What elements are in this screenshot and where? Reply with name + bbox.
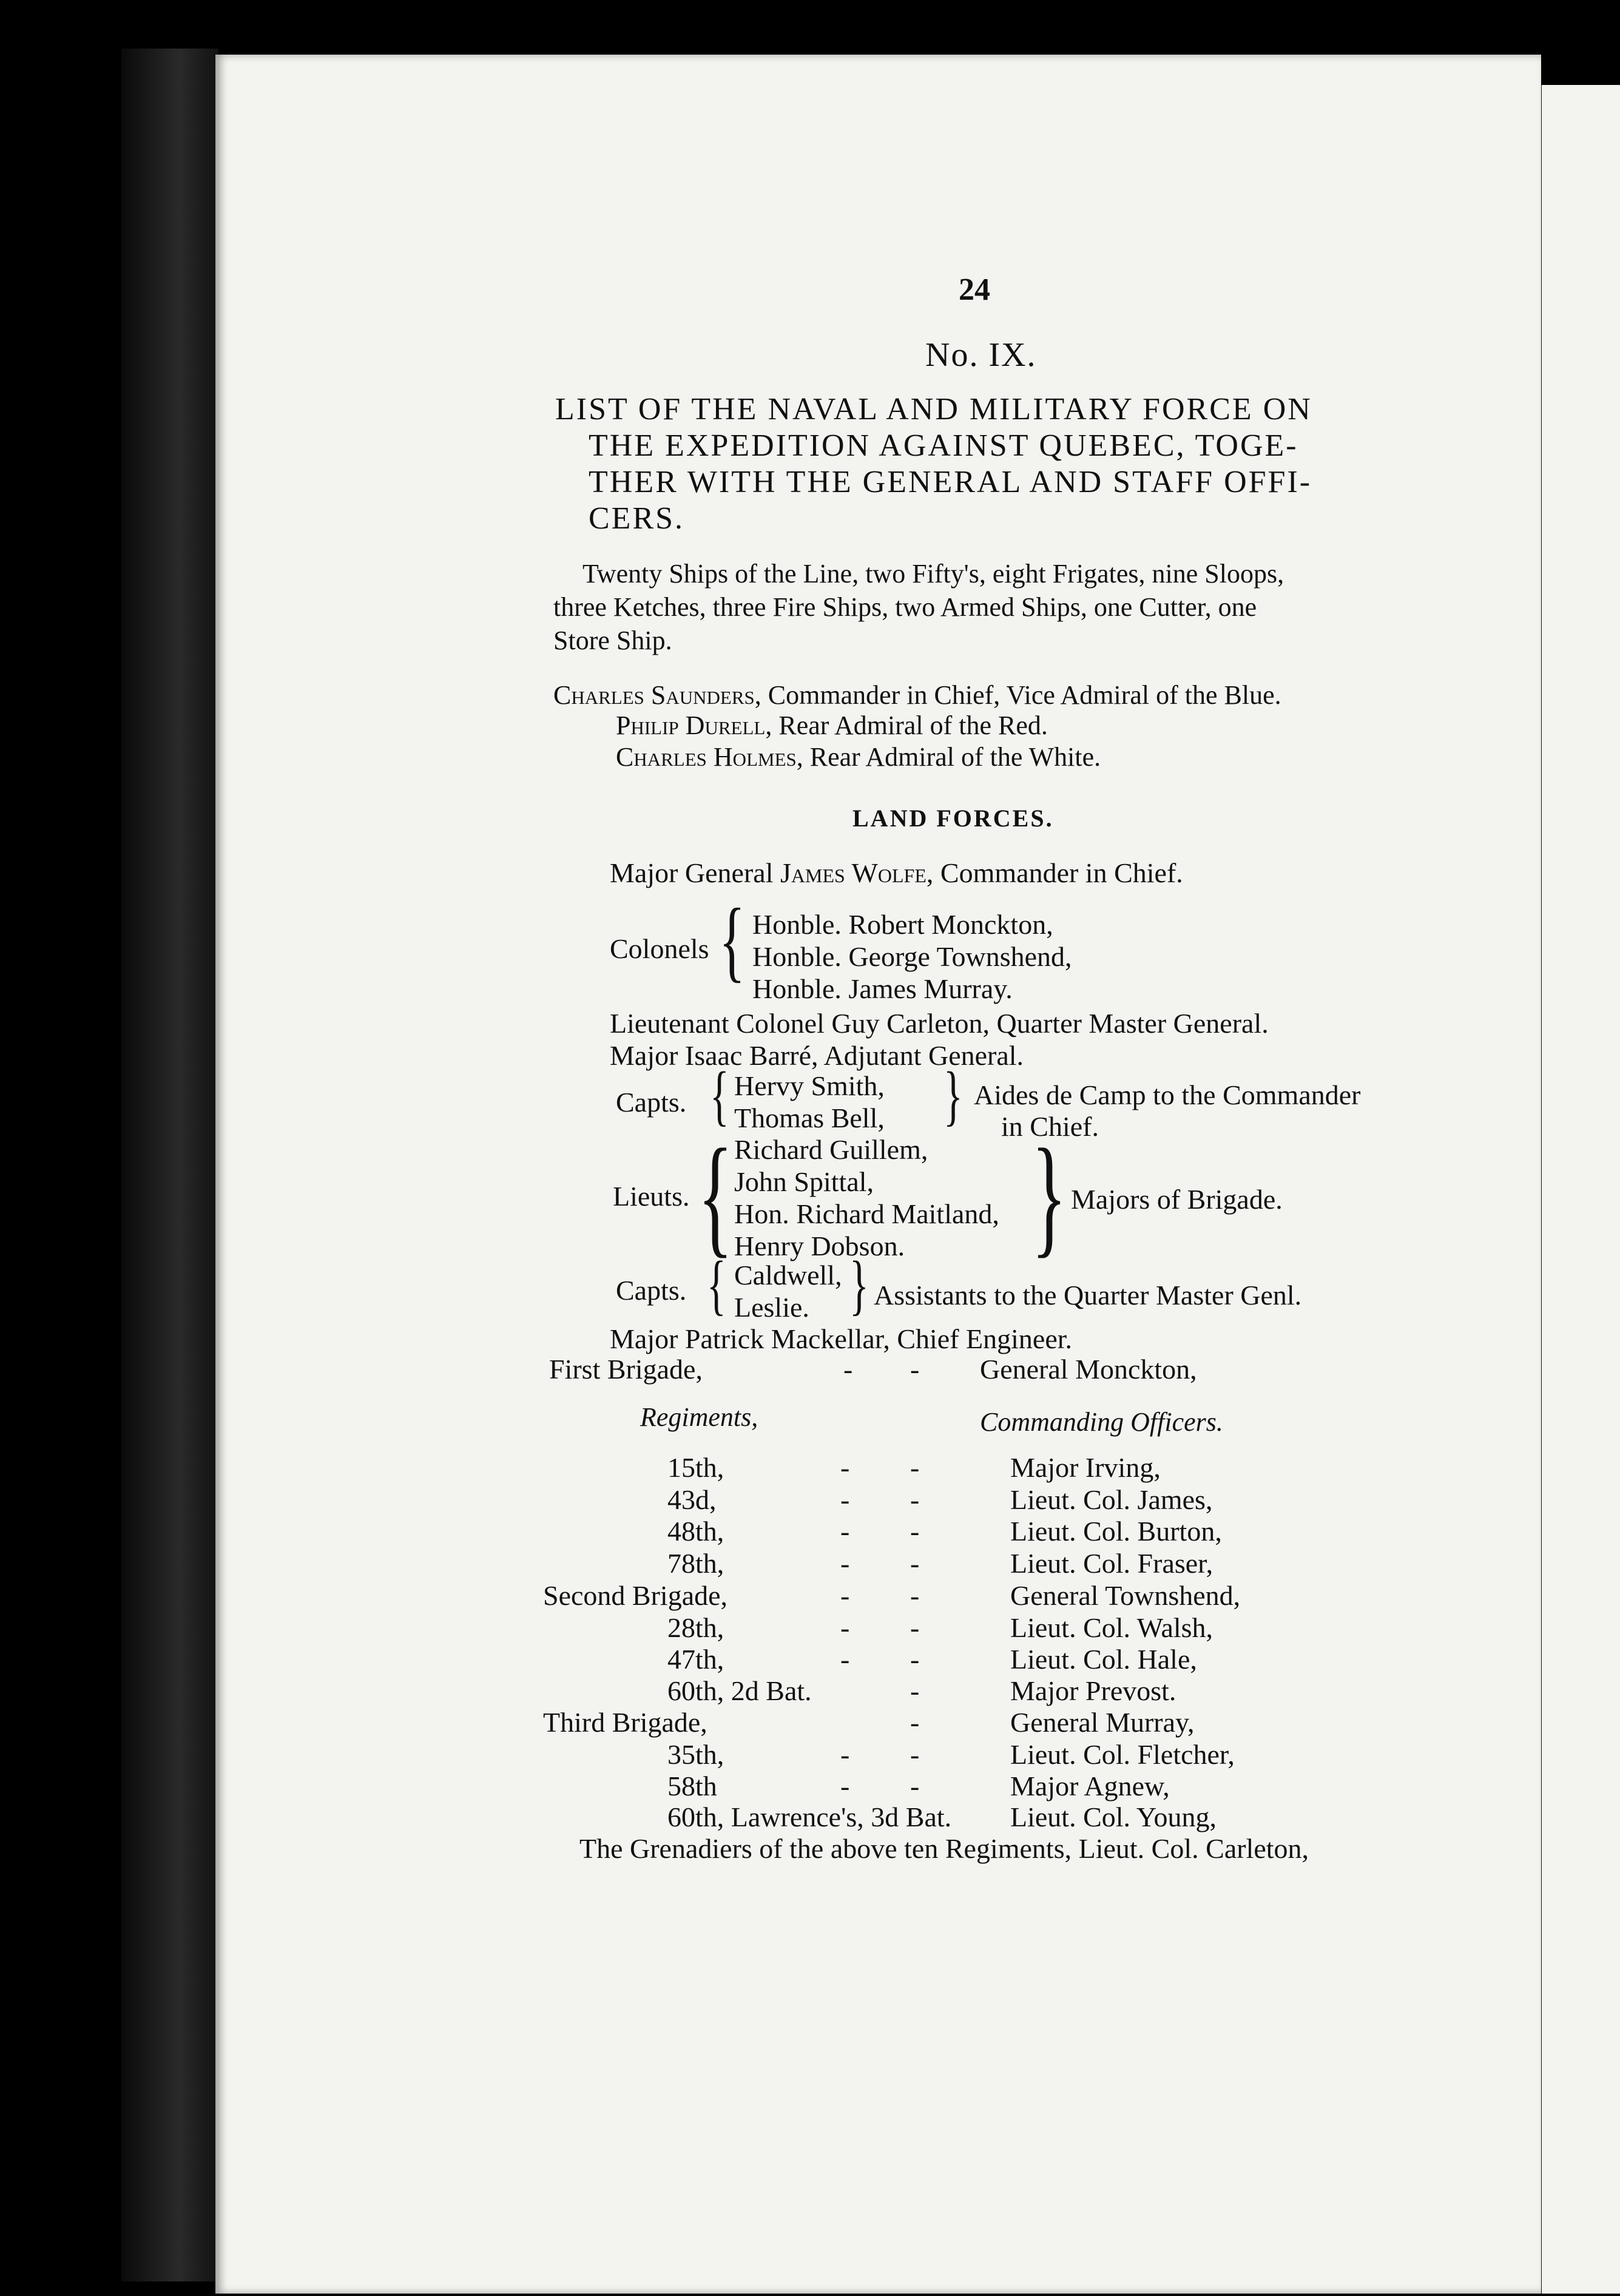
closing-line: The Grenadiers of the above ten Regiments, Lieut. Col. Carleton, xyxy=(579,1833,1309,1864)
table-row-regiment: Third Brigade, xyxy=(543,1707,707,1738)
table-row-officer: Lieut. Col. Hale, xyxy=(1010,1644,1197,1675)
leader-dash: - xyxy=(910,1452,920,1483)
brace-right: } xyxy=(1031,1121,1067,1269)
admiral-name: Charles Holmes, xyxy=(616,742,803,772)
leader-dash: - xyxy=(910,1580,920,1611)
leader-dash: - xyxy=(910,1548,920,1579)
heading-line: THER WITH THE GENERAL AND STAFF OFFI- xyxy=(589,465,1312,499)
leader-dash: - xyxy=(840,1452,850,1483)
leader-dash: - xyxy=(840,1739,850,1770)
table-row-regiment: 15th, xyxy=(667,1452,724,1483)
paragraph-line: Twenty Ships of the Line, two Fifty's, eight Frigates, nine Sloops, xyxy=(582,559,1284,589)
table-row-regiment: 28th, xyxy=(667,1612,724,1643)
table-row-regiment: Second Brigade, xyxy=(543,1580,728,1611)
leader-dash: - xyxy=(840,1612,850,1643)
brigade-label: First Brigade, xyxy=(549,1354,703,1385)
leader-dash: - xyxy=(910,1675,920,1706)
colonel-name: Honble. George Townshend, xyxy=(752,941,1072,972)
table-row-officer: Lieut. Col. Young, xyxy=(1010,1801,1217,1832)
table-row-regiment: 35th, xyxy=(667,1739,724,1770)
page-number: 24 xyxy=(959,272,990,307)
brace-left: { xyxy=(710,1058,729,1132)
table-row-regiment: 43d, xyxy=(667,1484,717,1515)
brace-right: } xyxy=(849,1248,869,1322)
brace-right: } xyxy=(943,1058,963,1132)
admiral-name: Charles Saunders, xyxy=(553,680,761,710)
major-name: Richard Guillem, xyxy=(734,1134,928,1165)
admiral-entry xyxy=(616,710,1048,741)
assistant-name: Leslie. xyxy=(734,1292,809,1323)
commander-name: James Wolfe, xyxy=(780,857,934,888)
aide-name: Hervy Smith, xyxy=(734,1070,885,1101)
aides-role: Aides de Camp to the Commander xyxy=(974,1079,1361,1110)
table-row-officer: Lieut. Col. Burton, xyxy=(1010,1516,1222,1547)
commander-line xyxy=(610,857,1183,889)
book-spine xyxy=(121,49,218,2281)
assistants-label: Capts. xyxy=(616,1275,687,1306)
brace-left: { xyxy=(698,1121,734,1269)
table-row-officer: General Townshend, xyxy=(1010,1580,1241,1611)
leader-dash: - xyxy=(910,1516,920,1547)
aides-role: in Chief. xyxy=(1001,1111,1099,1142)
leader-dash: - xyxy=(910,1644,920,1675)
leader-dash: - xyxy=(840,1516,850,1547)
majors-label: Lieuts. xyxy=(613,1181,690,1212)
staff-line: Major Isaac Barré, Adjutant General. xyxy=(610,1040,1024,1071)
admiral-entry xyxy=(616,741,1101,772)
admiral-entry xyxy=(553,680,1281,711)
facing-page-edge xyxy=(1538,85,1620,2294)
land-forces-heading: LAND FORCES. xyxy=(852,805,1054,832)
leader-dash: - xyxy=(840,1580,850,1611)
leader-dash: - xyxy=(840,1644,850,1675)
column-header-officers: Commanding Officers. xyxy=(980,1407,1223,1437)
major-name: Henry Dobson. xyxy=(734,1231,905,1261)
section-number: No. IX. xyxy=(925,336,1037,374)
table-row-officer: Major Agnew, xyxy=(1010,1771,1170,1801)
table-row-regiment: 60th, Lawrence's, 3d Bat. xyxy=(667,1801,952,1832)
brigade-commander: General Monckton, xyxy=(980,1354,1197,1385)
colonel-name: Honble. James Murray. xyxy=(752,973,1013,1004)
column-header-regiments: Regiments, xyxy=(640,1402,758,1432)
majors-role: Majors of Brigade. xyxy=(1071,1184,1283,1215)
table-row-officer: Lieut. Col. James, xyxy=(1010,1484,1213,1515)
table-row-regiment: 60th, 2d Bat. xyxy=(667,1675,812,1706)
table-row-officer: Lieut. Col. Fraser, xyxy=(1010,1548,1213,1579)
admiral-title: Commander in Chief, Vice Admiral of the Blue. xyxy=(761,680,1281,710)
brace-left: { xyxy=(707,1248,726,1322)
leader-dash: - xyxy=(910,1707,920,1738)
leader-dash: - xyxy=(840,1771,850,1801)
table-row-officer: Major Irving, xyxy=(1010,1452,1161,1483)
engineer-line: Major Patrick Mackellar, Chief Engineer. xyxy=(610,1323,1073,1354)
leader-dash: - xyxy=(840,1484,850,1515)
heading-line: LIST OF THE NAVAL AND MILITARY FORCE ON xyxy=(555,392,1312,427)
staff-line: Lieutenant Colonel Guy Carleton, Quarter Master General. xyxy=(610,1008,1269,1039)
colonel-name: Honble. Robert Monckton, xyxy=(752,909,1053,940)
colonels-label: Colonels xyxy=(610,933,709,964)
assistants-role: Assistants to the Quarter Master Genl. xyxy=(874,1280,1302,1311)
aide-name: Thomas Bell, xyxy=(734,1102,885,1133)
brace-left: { xyxy=(719,890,746,991)
assistant-name: Caldwell, xyxy=(734,1260,842,1291)
leader-dash: - xyxy=(910,1771,920,1801)
aides-label: Capts. xyxy=(616,1087,687,1118)
heading-line: CERS. xyxy=(589,501,685,536)
admiral-title: Rear Admiral of the White. xyxy=(803,742,1101,772)
admiral-title: Rear Admiral of the Red. xyxy=(772,711,1048,740)
table-row-regiment: 47th, xyxy=(667,1644,724,1675)
paragraph-line: Store Ship. xyxy=(553,626,672,655)
leader-dash: - xyxy=(843,1354,853,1385)
leader-dash: - xyxy=(910,1612,920,1643)
table-row-officer: General Murray, xyxy=(1010,1707,1195,1738)
leader-dash: - xyxy=(910,1354,920,1385)
table-row-officer: Lieut. Col. Fletcher, xyxy=(1010,1739,1235,1770)
heading-line: THE EXPEDITION AGAINST QUEBEC, TOGE- xyxy=(589,428,1298,463)
admiral-name: Philip Durell, xyxy=(616,711,772,740)
table-row-officer: Major Prevost. xyxy=(1010,1675,1176,1706)
table-row-regiment: 78th, xyxy=(667,1548,724,1579)
table-row-officer: Lieut. Col. Walsh, xyxy=(1010,1612,1213,1643)
table-row-regiment: 58th xyxy=(667,1771,717,1801)
table-row-regiment: 48th, xyxy=(667,1516,724,1547)
commander-prefix: Major General xyxy=(610,857,780,888)
major-name: Hon. Richard Maitland, xyxy=(734,1198,999,1229)
paragraph-line: three Ketches, three Fire Ships, two Armed Ships, one Cutter, one xyxy=(553,592,1257,622)
leader-dash: - xyxy=(910,1484,920,1515)
leader-dash: - xyxy=(910,1739,920,1770)
commander-suffix: Commander in Chief. xyxy=(933,857,1183,888)
book-page xyxy=(215,55,1541,2294)
leader-dash: - xyxy=(840,1548,850,1579)
major-name: John Spittal, xyxy=(734,1166,874,1197)
